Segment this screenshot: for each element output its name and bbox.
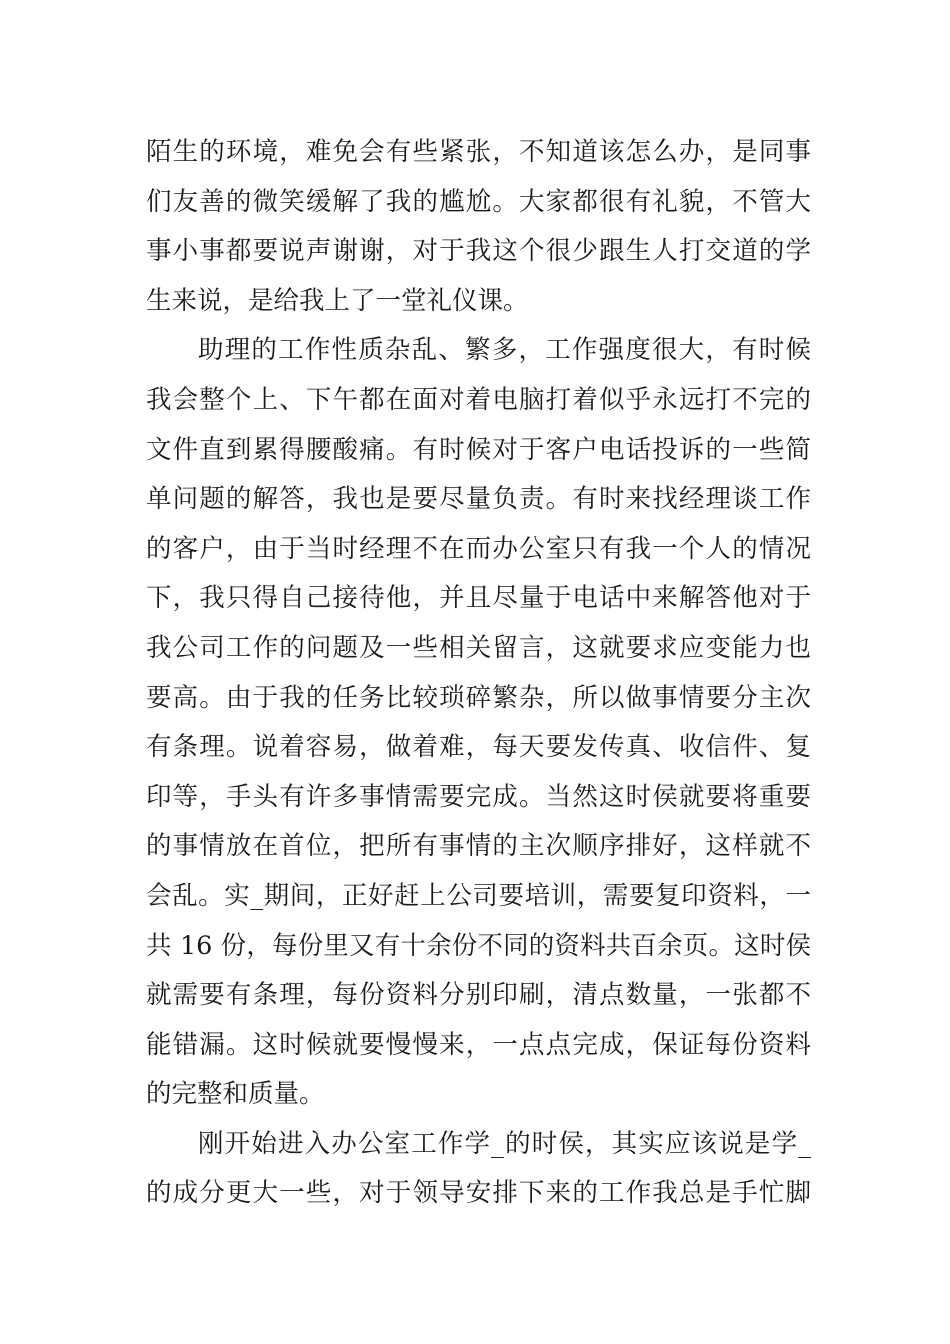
body-text bbox=[146, 128, 811, 1219]
text-line: 会乱。实_期间，正好赶上公司要培训，需要复印资料，一 bbox=[146, 880, 811, 911]
text-line: 的成分更大一些，对于领导安排下来的工作我总是手忙脚 bbox=[146, 1178, 811, 1209]
text-line: 有条理。说着容易，做着难，每天要发传真、收信件、复 bbox=[146, 732, 811, 763]
text-line: 的客户，由于当时经理不在而办公室只有我一个人的情况 bbox=[146, 533, 811, 564]
text-line: 能错漏。这时候就要慢慢来，一点点完成，保证每份资料 bbox=[146, 1029, 811, 1060]
text-line: 要高。由于我的任务比较琐碎繁杂，所以做事情要分主次 bbox=[146, 682, 811, 713]
text-line: 下，我只得自己接待他，并且尽量于电话中来解答他对于 bbox=[146, 583, 811, 614]
text-line: 刚开始进入办公室工作学_的时侯，其实应该说是学_ bbox=[198, 1128, 811, 1159]
text-line: 我公司工作的问题及一些相关留言，这就要求应变能力也 bbox=[146, 632, 811, 663]
text-line: 们友善的微笑缓解了我的尴尬。大家都很有礼貌，不管大 bbox=[146, 186, 811, 217]
text-line: 陌生的环境，难免会有些紧张，不知道该怎么办，是同事 bbox=[146, 137, 811, 167]
text-line: 的事情放在首位，把所有事情的主次顺序排好，这样就不 bbox=[146, 831, 811, 862]
text-line: 生来说，是给我上了一堂礼仪课。 bbox=[146, 285, 529, 316]
text-line: 文件直到累得腰酸痛。有时候对于客户电话投诉的一些简 bbox=[146, 434, 811, 465]
text-line: 单问题的解答，我也是要尽量负责。有时来找经理谈工作 bbox=[146, 484, 811, 515]
text-line: 共 16 份，每份里又有十余份不同的资料共百余页。这时侯 bbox=[146, 930, 811, 961]
text-line: 事小事都要说声谢谢，对于我这个很少跟生人打交道的学 bbox=[146, 236, 811, 267]
text-line: 印等，手头有许多事情需要完成。当然这时侯就要将重要 bbox=[146, 781, 811, 812]
text-line: 我会整个上、下午都在面对着电脑打着似乎永远打不完的 bbox=[146, 384, 811, 415]
text-line: 的完整和质量。 bbox=[146, 1079, 325, 1110]
text-line: 就需要有条理，每份资料分别印刷，清点数量，一张都不 bbox=[146, 980, 811, 1011]
text-line: 助理的工作性质杂乱、繁多，工作强度很大，有时候 bbox=[198, 335, 811, 366]
